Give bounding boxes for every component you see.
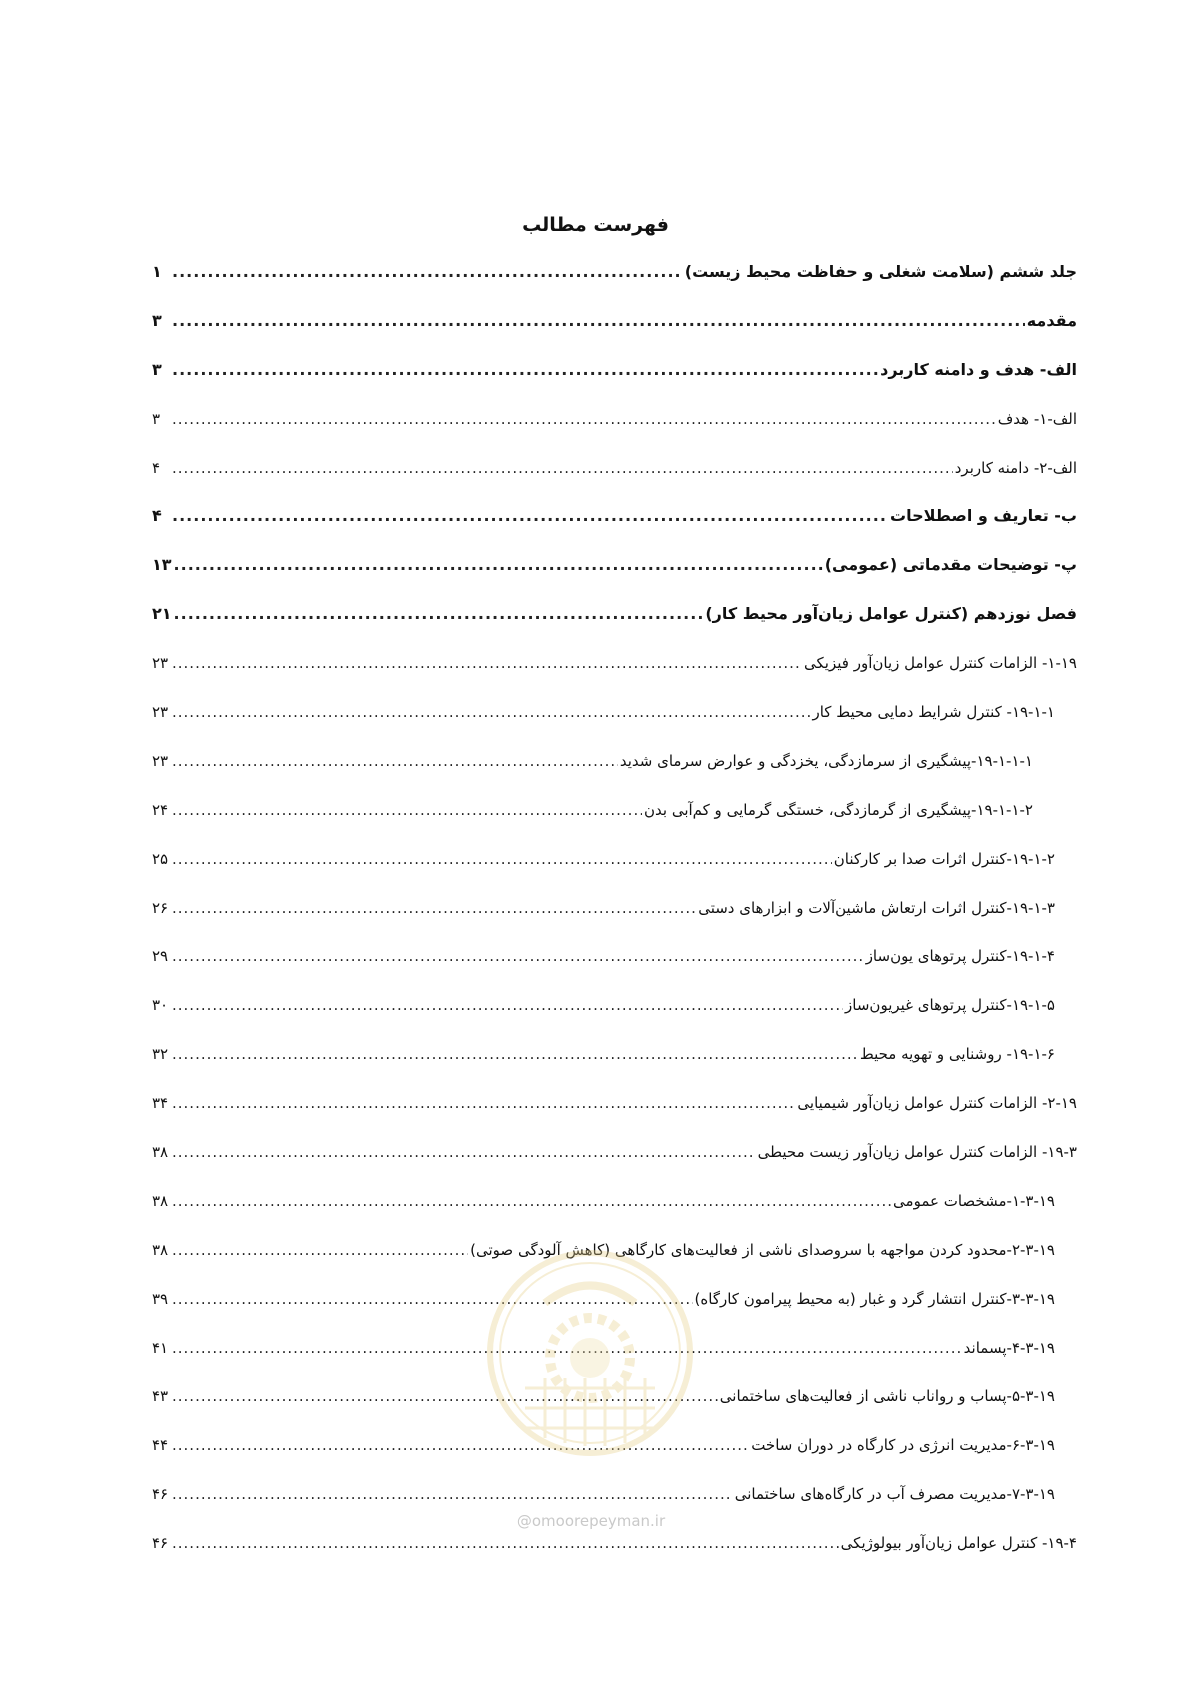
toc-leader-dots [172,262,683,282]
toc-entry[interactable] [152,262,1077,311]
toc-entry-page-number: ۳۰ [152,996,169,1015]
toc-entry-page-number: ۳ [152,310,162,330]
toc-entry[interactable] [152,1191,1077,1240]
toc-entry-label: ۱۹-۱-۱-۲-پیشگیری از گرمازدگی، خستگی گرمایی و کم‌آبی بدن [643,800,1033,819]
toc-leader-dots [174,604,704,624]
toc-entry[interactable] [152,506,1077,555]
toc-leader-dots [172,1191,891,1211]
toc-entry-label: ۷-۳-۱۹-مدیریت مصرف آب در کارگاه‌های ساختمانی [734,1485,1055,1504]
watermark-url: @omoorepeyman.ir [516,1512,666,1530]
toc-leader-dots [172,751,618,771]
toc-leader-dots [172,849,832,869]
toc-entry-page-number: ۴۶ [152,1485,169,1504]
toc-entry[interactable] [152,311,1077,360]
toc-entry-label: ۵-۳-۱۹-پساب و رواناب ناشی از فعالیت‌های ساختمانی [719,1387,1055,1406]
toc-leader-dots [172,311,1025,331]
toc-entry-label: ۴-۳-۱۹-پسماند [963,1338,1055,1357]
toc-entry-page-number: ۴ [152,458,161,477]
toc-entry[interactable] [152,1289,1077,1338]
toc-leader-dots [172,506,888,526]
toc-entry-label: ۲-۱۹- الزامات کنترل عوامل زیان‌آور شیمیایی [797,1094,1077,1113]
page-title: فهرست مطالب [522,214,669,236]
toc-leader-dots [172,1240,468,1260]
toc-entry-page-number: ۳۸ [152,1143,169,1162]
toc-entry-page-number: ۴۶ [152,1534,169,1553]
toc-entry[interactable] [152,555,1077,604]
toc-entry-page-number: ۴۴ [152,1436,169,1455]
toc-entry-label: ۱۹-۱-۱-۱-پیشگیری از سرمازدگی، یخزدگی و عوارض سرمای شدید [619,751,1033,770]
toc-leader-dots [172,1289,693,1309]
toc-entry-label: ۲-۳-۱۹-محدود کردن مواجهه با سروصدای ناشی از فعالیت‌های کارگاهی (کاهش آلودگی صوتی) [470,1240,1055,1259]
toc-leader-dots [172,946,864,966]
toc-entry-page-number: ۳۴ [152,1094,169,1113]
toc-leader-dots [172,653,802,673]
table-of-contents [152,262,1077,1582]
toc-entry-label: الف- هدف و دامنه کاربرد [880,359,1077,379]
toc-leader-dots [172,1386,718,1406]
toc-entry-label: ۶-۳-۱۹-مدیریت انرژی در کارگاه در دوران ساخت [751,1436,1055,1455]
toc-entry-label: ۱۹-۱-۱- کنترل شرایط دمایی محیط کار [812,703,1055,722]
toc-leader-dots [172,702,810,722]
toc-leader-dots [172,1093,795,1113]
toc-entry-label: ۱-۳-۱۹-مشخصات عمومی [893,1191,1055,1210]
toc-entry-page-number: ۳۸ [152,1191,169,1210]
toc-entry-label: الف-۲- دامنه کاربرد [954,458,1077,477]
toc-entry-label: ب- تعاریف و اصطلاحات [890,506,1077,526]
toc-entry[interactable] [152,1338,1077,1387]
toc-entry-page-number: ۲۳ [152,654,169,673]
toc-entry[interactable] [152,898,1077,947]
toc-entry-label: جلد ششم (سلامت شغلی و حفاظت محیط زیست) [684,262,1077,281]
toc-entry[interactable] [152,1093,1077,1142]
toc-entry-page-number: ۲۱ [152,604,172,624]
toc-entry[interactable] [152,1044,1077,1093]
toc-leader-dots [172,1533,839,1553]
toc-entry-page-number: ۴۱ [152,1338,169,1357]
toc-entry-page-number: ۳۲ [152,1045,169,1064]
toc-entry-label: پ- توضیحات مقدماتی (عمومی) [824,555,1077,575]
toc-entry-page-number: ۴ [152,506,162,526]
toc-leader-dots [172,1484,733,1504]
toc-entry-page-number: ۲۳ [152,751,169,770]
toc-entry-label: ۳-۳-۱۹-کنترل انتشار گرد و غبار (به محیط پیرامون کارگاه) [694,1289,1055,1308]
toc-leader-dots [172,458,953,478]
toc-leader-dots [172,360,878,380]
toc-entry[interactable] [152,995,1077,1044]
toc-entry-label: الف-۱- هدف [997,409,1077,428]
toc-entry[interactable] [152,946,1077,995]
toc-entry-page-number: ۲۵ [152,849,169,868]
toc-entry[interactable] [152,800,1077,849]
toc-entry[interactable] [152,1142,1077,1191]
toc-entry-label: ۱۹-۴- کنترل عوامل زیان‌آور بیولوژیکی [840,1534,1077,1553]
toc-entry[interactable] [152,604,1077,653]
toc-entry-label: ۱۹-۱-۲-کنترل اثرات صدا بر کارکنان [833,849,1055,868]
toc-leader-dots [172,1044,858,1064]
toc-entry[interactable] [152,1386,1077,1435]
toc-entry-page-number: ۱ [152,262,162,281]
toc-entry-page-number: ۴۳ [152,1387,169,1406]
toc-entry-page-number: ۲۳ [152,703,169,722]
toc-entry[interactable] [152,653,1077,702]
toc-entry[interactable] [152,849,1077,898]
toc-entry-label: ۱-۱۹- الزامات کنترل عوامل زیان‌آور فیزیکی [804,654,1077,673]
toc-entry-label: ۱۹-۳- الزامات کنترل عوامل زیان‌آور زیست محیطی [757,1143,1077,1162]
toc-entry-page-number: ۳ [152,359,162,379]
toc-entry-page-number: ۲۹ [152,947,169,966]
toc-entry-page-number: ۳۹ [152,1289,169,1308]
toc-entry[interactable] [152,458,1077,507]
toc-leader-dots [172,1338,962,1358]
toc-entry-label: ۱۹-۱-۳-کنترل اثرات ارتعاش ماشین‌آلات و ابزارهای دستی [698,898,1055,917]
toc-entry[interactable] [152,409,1077,458]
toc-entry-page-number: ۳۸ [152,1240,169,1259]
toc-entry[interactable] [152,1435,1077,1484]
toc-entry[interactable] [152,1533,1077,1582]
toc-entry-label: ۱۹-۱-۴-کنترل پرتوهای یون‌ساز [865,947,1055,966]
toc-entry[interactable] [152,751,1077,800]
toc-entry-label: مقدمه [1026,310,1077,330]
toc-leader-dots [172,995,843,1015]
toc-entry[interactable] [152,702,1077,751]
toc-entry-label: ۱۹-۱-۵-کنترل پرتوهای غیریون‌ساز [845,996,1055,1015]
toc-entry-page-number: ۳ [152,409,161,428]
toc-entry[interactable] [152,360,1077,409]
toc-leader-dots [172,1142,756,1162]
toc-entry-label: ۱۹-۱-۶- روشنایی و تهویه محیط [859,1045,1055,1064]
toc-leader-dots [172,409,996,429]
toc-entry-page-number: ۱۳ [152,555,172,575]
toc-entry-page-number: ۲۶ [152,898,169,917]
toc-entry-label: فصل نوزدهم (کنترل عوامل زیان‌آور محیط کار) [705,604,1077,624]
toc-leader-dots [172,800,642,820]
toc-leader-dots [174,555,823,575]
toc-entry[interactable] [152,1240,1077,1289]
toc-leader-dots [172,1435,749,1455]
toc-leader-dots [172,898,696,918]
toc-entry-page-number: ۲۴ [152,800,169,819]
